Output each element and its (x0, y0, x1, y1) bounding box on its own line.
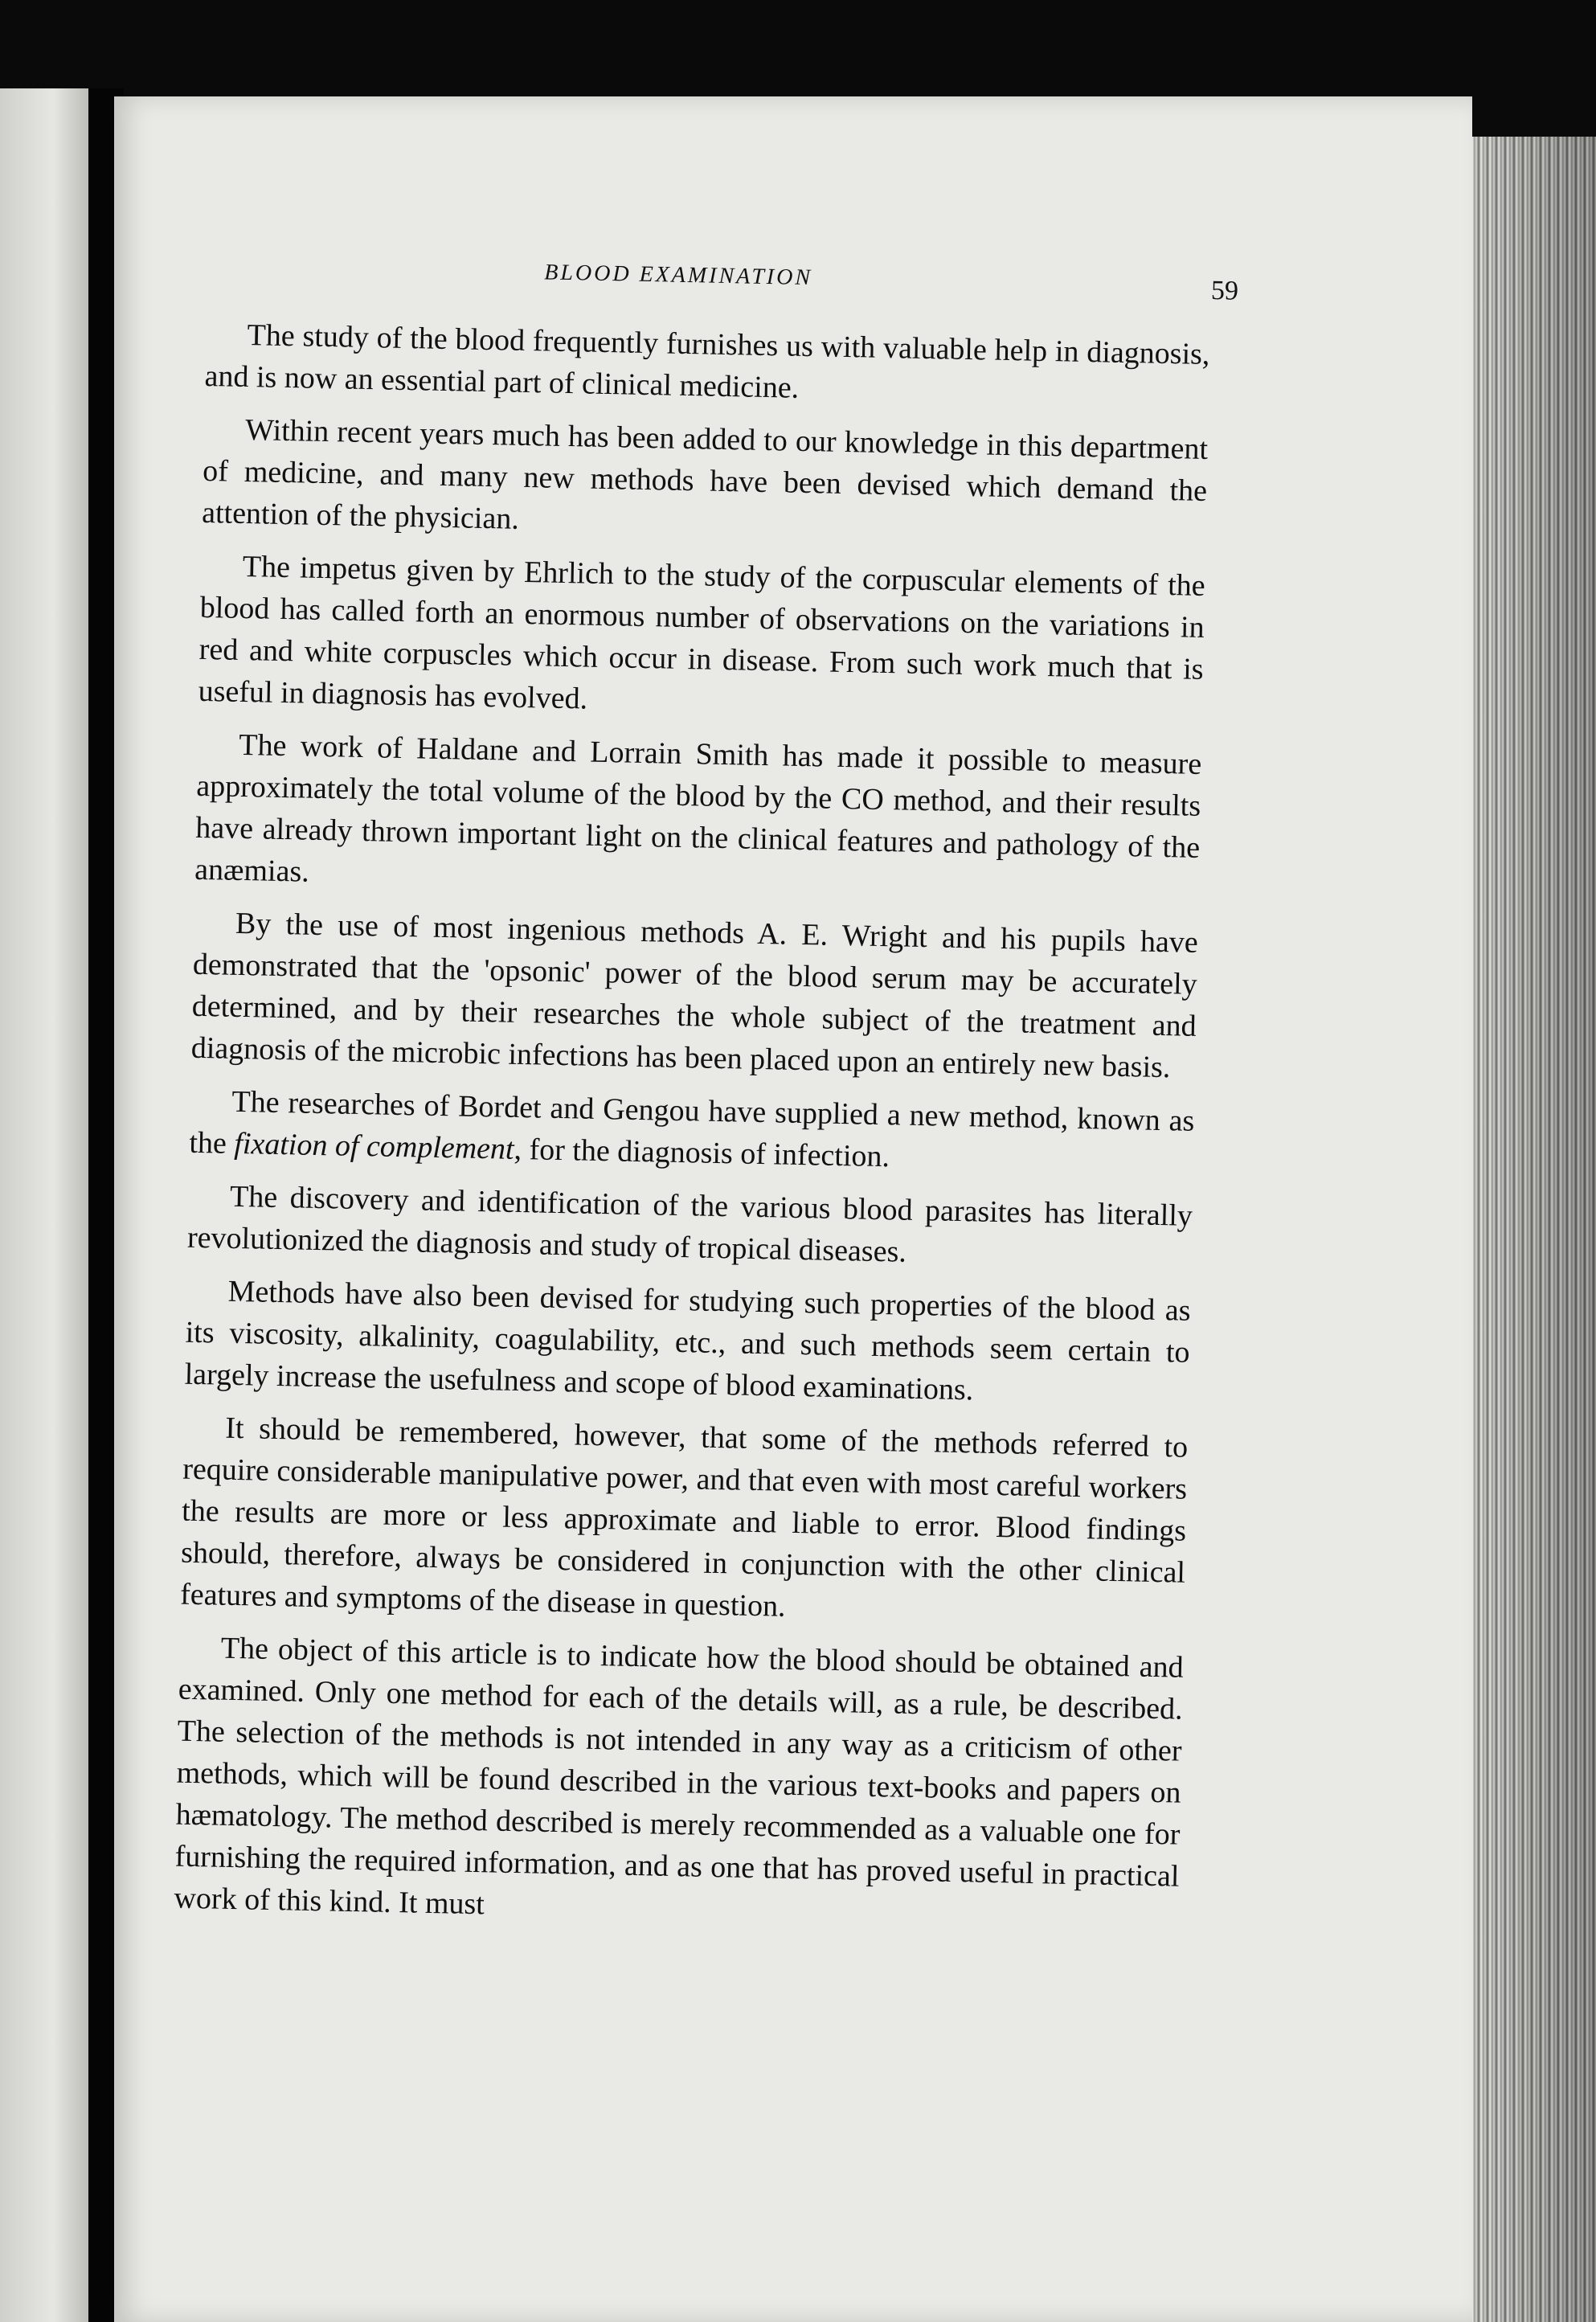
running-head: BLOOD EXAMINATION (543, 260, 813, 291)
paragraph-8: Methods have also been devised for studying such properties of the blood as its viscosity, alkalinity, coagulability, etc., and such methods seem certain to largely increase the usefulness and scope of blood examinations. (184, 1274, 1191, 1407)
page-edges-shade (1472, 137, 1596, 2322)
paragraph-1: The study of the blood frequently furnishes us with valuable help in diagnosis, and is now an essential part of clinical medicine. (204, 318, 1210, 405)
paragraph-7: The discovery and identification of the various blood parasites has literally revolutionized the diagnosis and study of tropical diseases. (186, 1179, 1193, 1269)
page-number: 59 (1210, 276, 1239, 306)
adjacent-page-edge (0, 88, 88, 2322)
body-text (174, 313, 1210, 1951)
paragraph-3: The impetus given by Ehrlich to the study of the corpuscular elements of the blood has called forth an enormous number of observations on the variations in red and white corpuscles which occur in disease. From such work much that is useful in diagnosis has evolved. (198, 549, 1206, 716)
paragraph-10: The object of this article is to indicate how the blood should be obtained and examined. Only one method for each of the details will, as a rule, be described. The selection of the methods is not intended in any way as a criticism of other methods, which will be found described in the various text-books and papers on hæmatology. The method described is merely recommended as a valuable one for furnishing the required information, and as one that has proved useful in practical work of this kind. It must (174, 1631, 1185, 1922)
paragraph-9: It should be remembered, however, that some of the methods referred to require considerable manipulative power, and that even with most careful workers the results are more or less approximate and liable to error. Blood findings should, therefore, always be considered in conjunction with the other clinical features and symptoms of the disease in question. (179, 1411, 1189, 1624)
paragraph-6-before: The researches of Bordet and Gengou have supplied a new method, known as the (189, 1084, 1195, 1161)
paragraph-5: By the use of most ingenious methods A. E. Wright and his pupils have demonstrated that the 'opsonic' power of the blood serum may be accurately determined, and by their researches the whole subject of the treatment and diagnosis of the microbic infections has been placed upon an entirely new basis. (190, 906, 1199, 1085)
paragraph-4: The work of Haldane and Lorrain Smith has made it possible to measure approximately the total volume of the blood by the CO method, and their results have already thrown important light on the clinical features and pathology of the anæmias. (194, 727, 1202, 889)
paragraph-6-italic: fixation of complement (233, 1126, 515, 1166)
paragraph-6 (189, 1080, 1195, 1184)
paragraph-2: Within recent years much has been added to our knowledge in this department of medicine, and many new methods have been devised which demand the attention of the physician. (201, 412, 1209, 536)
paragraph-6-after: , for the diagnosis of infection. (514, 1132, 890, 1174)
